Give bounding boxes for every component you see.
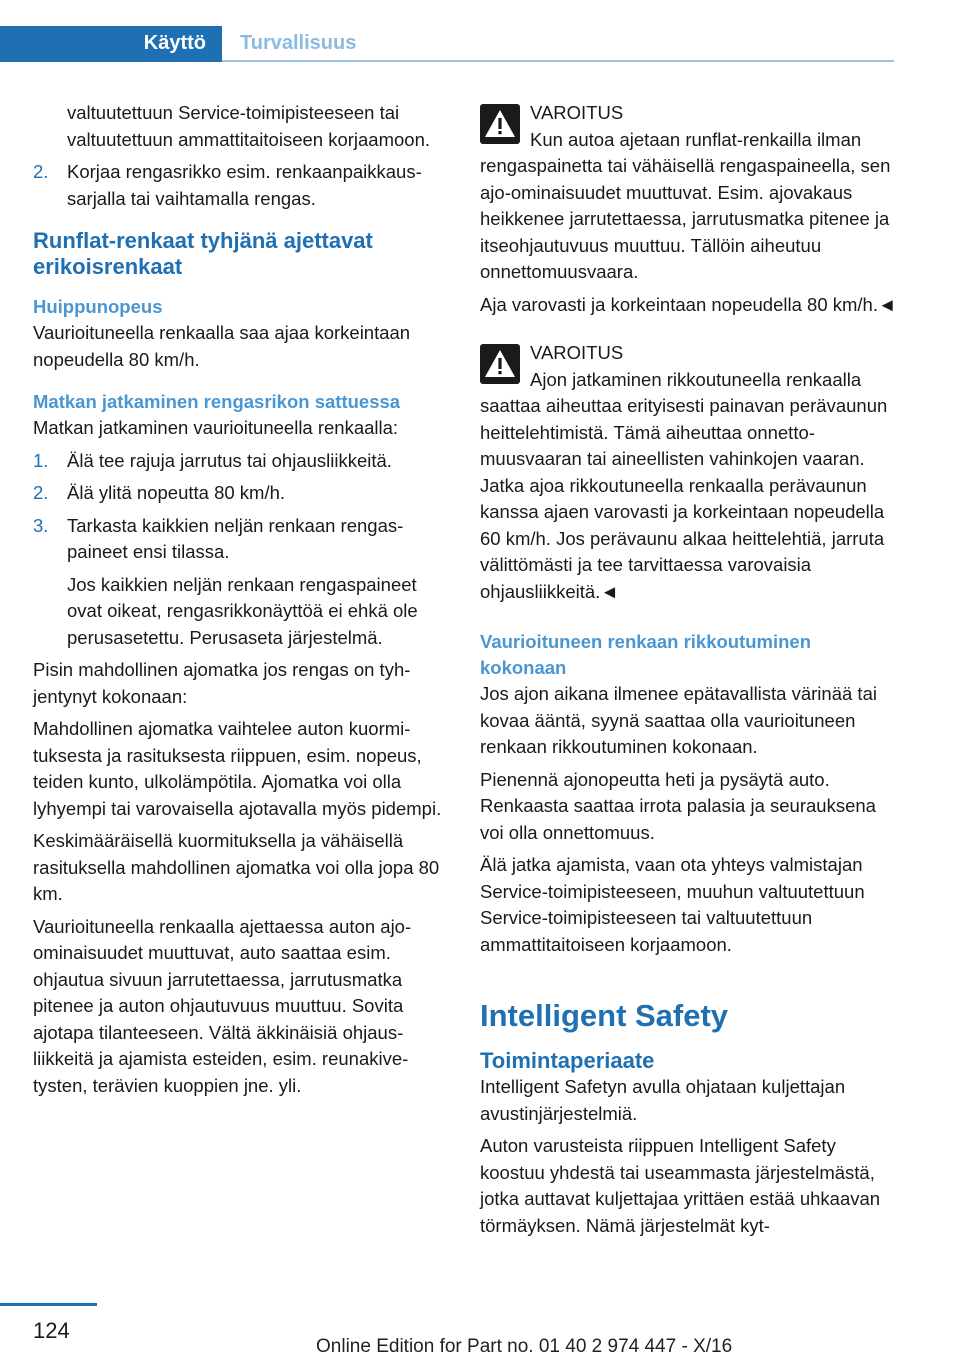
list-item bbox=[33, 480, 451, 507]
warning-text: rengaspainetta tai vähäisellä rengaspaineella, sen ajo-ominaisuudet muuttuvat. Esim. ajovakaus heikkenee jarrutettaessa, jarrutusmatka pitenee ja itseohjautuvuus muuttuu. Tällöin aiheutuu onnettomuusvaara. bbox=[480, 155, 891, 282]
section-heading-runflat: Runflat-renkaat tyhjänä ajettavat erikoisrenkaat bbox=[33, 228, 373, 279]
left-column bbox=[33, 100, 451, 1105]
paragraph: Aja varovasti ja korkeintaan nopeudella 80 km/h.◄ bbox=[480, 293, 897, 315]
paragraph: Älä jatka ajamista, vaan ota yhteys valmistajan Service-toimipisteeseen, muuhun valtuutettuun Service-toimipisteeseen tai valtuutettuun ammattitaitoiseen korjaamoon. bbox=[480, 854, 865, 955]
paragraph: Intelligent Safetyn avulla ohjataan kuljettajan avustinjärjestelmiä. bbox=[480, 1076, 846, 1124]
warning-triangle-icon bbox=[480, 104, 520, 144]
warning-title: VAROITUS bbox=[530, 102, 624, 123]
list-item bbox=[33, 159, 451, 212]
list-item-extra: Jos kaikkien neljän renkaan rengaspaineet ovat oikeat, rengasrikkonäyttöä ei ehkä ole perusasetettu. Perusaseta järjestelmä. bbox=[67, 573, 418, 648]
warning-title: VAROITUS bbox=[530, 342, 624, 363]
page-header bbox=[0, 0, 960, 62]
paragraph: Vaurioituneella renkaalla ajettaessa auton ajoominaisuudet muuttuvat, auto saattaa esim. ohjautua sivuun jarrutettaessa, jarrutusmatka pitenee ja auton ohjautuvuus muuttuu. Sovita ajotapa tilanteeseen. Vältä äkkinäisiä ohjausliikkeitä ja ajamista esteiden, esim. reunakivetysten, terävien kuoppien jne. yli. bbox=[33, 915, 412, 1096]
list-item-text: Tarkasta kaikkien neljän renkaan rengaspaineet ensi tilassa. bbox=[67, 514, 404, 562]
footer-divider bbox=[0, 1303, 97, 1306]
paragraph: Keskimääräisellä kuormituksella ja vähäisellä rasituksella mahdollinen ajomatka voi olla jopa 80 km. bbox=[33, 830, 440, 904]
section-tab-active-label: Käyttö bbox=[143, 32, 206, 54]
paragraph: Mahdollinen ajomatka vaihtelee auton kuormituksesta ja rasituksesta riippuen, esim. nopeus, teiden kunto, ulkolämpötila. Ajomatka voi olla lyhyempi tai varovaisella ajotavalla myös pidempi. bbox=[33, 718, 442, 819]
header-divider bbox=[222, 60, 894, 62]
paragraph: Jos ajon aikana ilmenee epätavallista värinää tai kovaa ääntä, syynä saattaa olla vaurioituneen renkaan rikkoutuminen kokonaan. bbox=[480, 683, 877, 757]
list-item bbox=[33, 448, 451, 475]
warning-text-first-line: Kun autoa ajetaan runflat-renkailla ilman bbox=[530, 128, 862, 150]
section-heading-principle: Toimintaperiaate bbox=[480, 1048, 655, 1073]
paragraph: Pienennä ajonopeutta heti ja pysäytä auto. Renkaasta saattaa irrota palasia ja seurauksena voi olla onnettomuus. bbox=[480, 768, 876, 843]
subheading-tire-destroyed: Vaurioituneen renkaan rikkoutuminen kokonaan bbox=[480, 631, 812, 678]
list-number: 3. bbox=[33, 514, 49, 536]
paragraph: Matkan jatkaminen vaurioituneella renkaalla: bbox=[33, 417, 399, 438]
warning-text-first-line: Ajon jatkaminen rikkoutuneella renkaalla bbox=[530, 368, 862, 390]
list-number: 2. bbox=[33, 482, 49, 503]
list-item bbox=[33, 513, 451, 652]
right-column bbox=[480, 100, 898, 1245]
edition-note: Online Edition for Part no. 01 40 2 974 447 - X/16 bbox=[316, 1336, 733, 1357]
subheading-continue-driving: Matkan jatkaminen rengasrikon sattuessa bbox=[33, 391, 401, 412]
list-item-text: Älä ylitä nopeutta 80 km/h. bbox=[67, 482, 286, 503]
section-tab-inactive[interactable]: Turvallisuus bbox=[240, 32, 357, 54]
list-number: 1. bbox=[33, 449, 49, 471]
paragraph: Vaurioituneella renkaalla saa ajaa korkeintaan nopeudella 80 km/h. bbox=[33, 322, 411, 370]
list-item-text: Korjaa rengasrikko esim. renkaanpaikkaussarjalla tai vaihtamalla rengas. bbox=[67, 161, 422, 209]
list-item-text: Älä tee rajuja jarrutus tai ohjausliikkeitä. bbox=[67, 449, 392, 471]
warning-block bbox=[480, 340, 898, 605]
paragraph: Pisin mahdollinen ajomatka jos rengas on tyhjentynyt kokonaan: bbox=[33, 659, 411, 707]
subheading-top-speed: Huippunopeus bbox=[33, 296, 163, 317]
list-item-continuation: valtuutettuun Service-toimipisteeseen tai valtuutettuun ammattitaitoiseen korjaamoon. bbox=[67, 102, 431, 150]
section-tab-active[interactable] bbox=[0, 26, 222, 62]
warning-text: saattaa aiheuttaa erityisesti painavan perävaunun heittelehtimistä. Tämä aiheuttaa onnettomuusvaaran tai aineellisten vahinkojen vaaran. Jatka ajoa rikkoutuneella renkaalla perävaunun kanssa ajaen varovasti ja korkeintaan nopeudella 60 km/h. Jos perävaunu alkaa heittelehtiä, jarruta välittömästi ja tee tarvittaessa varovaisia ohjausliikkeitä.◄ bbox=[480, 395, 888, 602]
paragraph: Auton varusteista riippuen Intelligent Safety koostuu yhdestä tai useammasta järjestelmästä, jotka auttavat kuljettajaa yrittäen estää uhkaavan törmäyksen. Nämä järjestelmät kyt- bbox=[480, 1135, 881, 1236]
list-number: 2. bbox=[33, 161, 49, 182]
warning-triangle-icon bbox=[480, 344, 520, 384]
chapter-heading-intelligent-safety: Intelligent Safety bbox=[480, 998, 729, 1033]
warning-block bbox=[480, 100, 898, 286]
page-number: 124 bbox=[33, 1318, 70, 1343]
